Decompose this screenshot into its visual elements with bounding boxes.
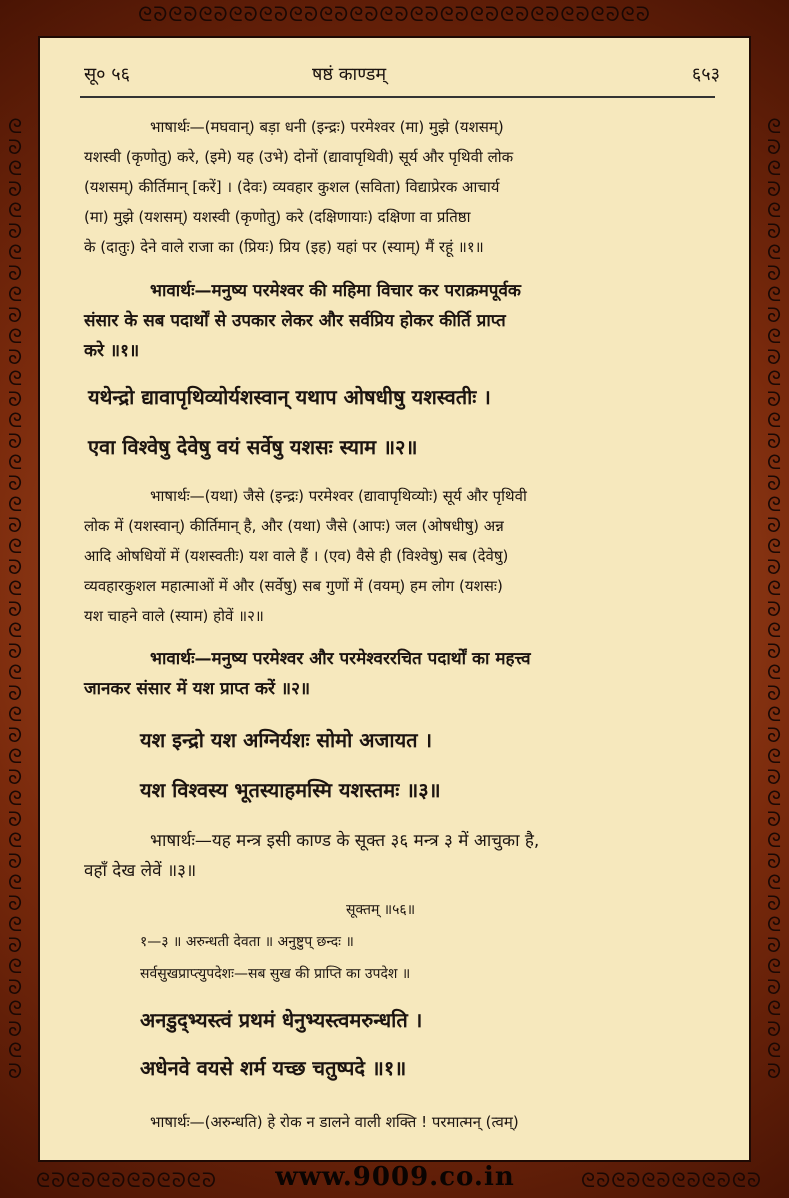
mantra-line: यश विश्वस्य भूतस्याहमस्मि यशस्तमः ॥३॥	[140, 778, 441, 802]
text-line: यश चाहने वाले (स्याम) होवें ॥२॥	[84, 607, 264, 625]
mantra-line: अनडुद्भ्यस्त्वं प्रथमं धेनुभ्यस्त्वमरुन्धति ।	[140, 1008, 423, 1032]
text-line: भाषार्थः—(मघवान्) बड़ा धनी (इन्द्रः) परमेश्वर (मा) मुझे (यशसम्)	[150, 118, 504, 136]
top-border-ornament: ᘓᘐᘓᘐᘓᘐᘓᘐᘓᘐᘓᘐᘓᘐᘓᘐᘓᘐᘓᘐᘓᘐᘓᘐᘓᘐᘓᘐᘓᘐᘓᘐᘓᘐ	[138, 2, 651, 26]
text-line: लोक में (यशस्वान्) कीर्तिमान् है, और (यथा) जैसे (आपः) जल (ओषधीषु) अन्न	[84, 517, 504, 535]
bottom-right-ornament: ᘓᘐᘓᘐᘓᘐᘓᘐᘓᘐᘓᘐ	[581, 1168, 762, 1192]
mantra-line: यथेन्द्रो द्यावापृथिव्योर्यशस्वान् यथाप ओषधीषु यशस्वतीः ।	[88, 385, 491, 409]
footer-website-url: www.9009.co.in	[275, 1162, 515, 1192]
text-line: वहाँ देख लेवें ॥३॥	[84, 861, 197, 881]
text-line: (मा) मुझे (यशसम्) यशस्वी (कृणोतु) करे (दक्षिणायाः) दक्षिणा वा प्रतिष्ठा	[84, 208, 471, 226]
text-line: (यशसम्) कीर्तिमान् [करें] । (देवः) व्यवहार कुशल (सविता) विद्याप्रेरक आचार्य	[84, 178, 500, 196]
text-line: यशस्वी (कृणोतु) करे, (इमे) यह (उभे) दोनों (द्यावापृथिवी) सूर्य और पृथिवी लोक	[84, 148, 514, 166]
page-number: ६५३	[691, 64, 720, 85]
text-line: आदि ओषधियों में (यशस्वतीः) यश वाले हैं । (एव) वैसे ही (विश्वेषु) सब (देवेषु)	[84, 547, 509, 565]
text-line: भाषार्थः—(अरुन्धति) हे रोक न डालने वाली शक्ति ! परमात्मन् (त्वम्)	[150, 1113, 519, 1131]
sutra-number: सू० ५६	[84, 64, 130, 85]
bottom-left-ornament: ᘓᘐᘓᘐᘓᘐᘓᘐᘓᘐᘓᘐ	[36, 1168, 217, 1192]
text-line: भाषार्थः—यह मन्त्र इसी काण्ड के सूक्त ३६ मन्त्र ३ में आचुका है,	[150, 831, 540, 851]
text-line: भाषार्थः—(यथा) जैसे (इन्द्रः) परमेश्वर (द्यावापृथिव्योः) सूर्य और पृथिवी	[150, 487, 527, 505]
kanda-title: षष्ठं काण्डम्	[312, 64, 387, 85]
upadesh-line: सर्वसुखप्राप्त्युपदेशः—सब सुख की प्राप्ति का उपदेश ॥	[140, 966, 411, 982]
text-line: संसार के सब पदार्थों से उपकार लेकर और सर्वप्रिय होकर कीर्ति प्राप्त	[84, 311, 506, 331]
text-line: करे ॥१॥	[84, 341, 140, 361]
book-page	[38, 36, 751, 1162]
header-divider	[80, 96, 715, 98]
mantra-line: यश इन्द्रो यश अग्निर्यशः सोमो अजायत ।	[140, 728, 433, 752]
text-line: व्यवहारकुशल महात्माओं में और (सर्वेषु) सब गुणों में (वयम्) हम लोग (यशसः)	[84, 577, 503, 595]
left-border-ornament: ᘓᘐᘓᘐᘓᘐᘓᘐᘓᘐᘓᘐᘓᘐᘓᘐᘓᘐᘓᘐᘓᘐᘓᘐᘓᘐᘓᘐᘓᘐᘓᘐᘓᘐᘓᘐᘓᘐᘓᘐᘓᘐᘓᘐᘓᘐ	[4, 117, 28, 1083]
text-line: भावार्थः—मनुष्य परमेश्वर की महिमा विचार कर पराक्रमपूर्वक	[150, 281, 521, 301]
sukta-heading: सूक्तम् ॥५६॥	[346, 902, 416, 918]
right-border-ornament: ᘓᘐᘓᘐᘓᘐᘓᘐᘓᘐᘓᘐᘓᘐᘓᘐᘓᘐᘓᘐᘓᘐᘓᘐᘓᘐᘓᘐᘓᘐᘓᘐᘓᘐᘓᘐᘓᘐᘓᘐᘓᘐᘓᘐᘓᘐ	[763, 117, 787, 1083]
text-line: के (दातुः) देने वाले राजा का (प्रियः) प्रिय (इह) यहां पर (स्याम्) मैं रहूं ॥१॥	[84, 238, 484, 256]
devata-chhanda-line: १—३ ॥ अरुन्धती देवता ॥ अनुष्टुप् छन्दः ॥	[140, 934, 354, 950]
mantra-line: एवा विश्वेषु देवेषु वयं सर्वेषु यशसः स्याम ॥२॥	[88, 435, 418, 459]
text-line: भावार्थः—मनुष्य परमेश्वर और परमेश्वररचित पदार्थों का महत्त्व	[150, 649, 531, 669]
page-header	[80, 60, 720, 90]
text-line: जानकर संसार में यश प्राप्त करें ॥२॥	[84, 679, 311, 699]
mantra-line: अधेनवे वयसे शर्म यच्छ चतुष्पदे ॥१॥	[140, 1056, 407, 1080]
